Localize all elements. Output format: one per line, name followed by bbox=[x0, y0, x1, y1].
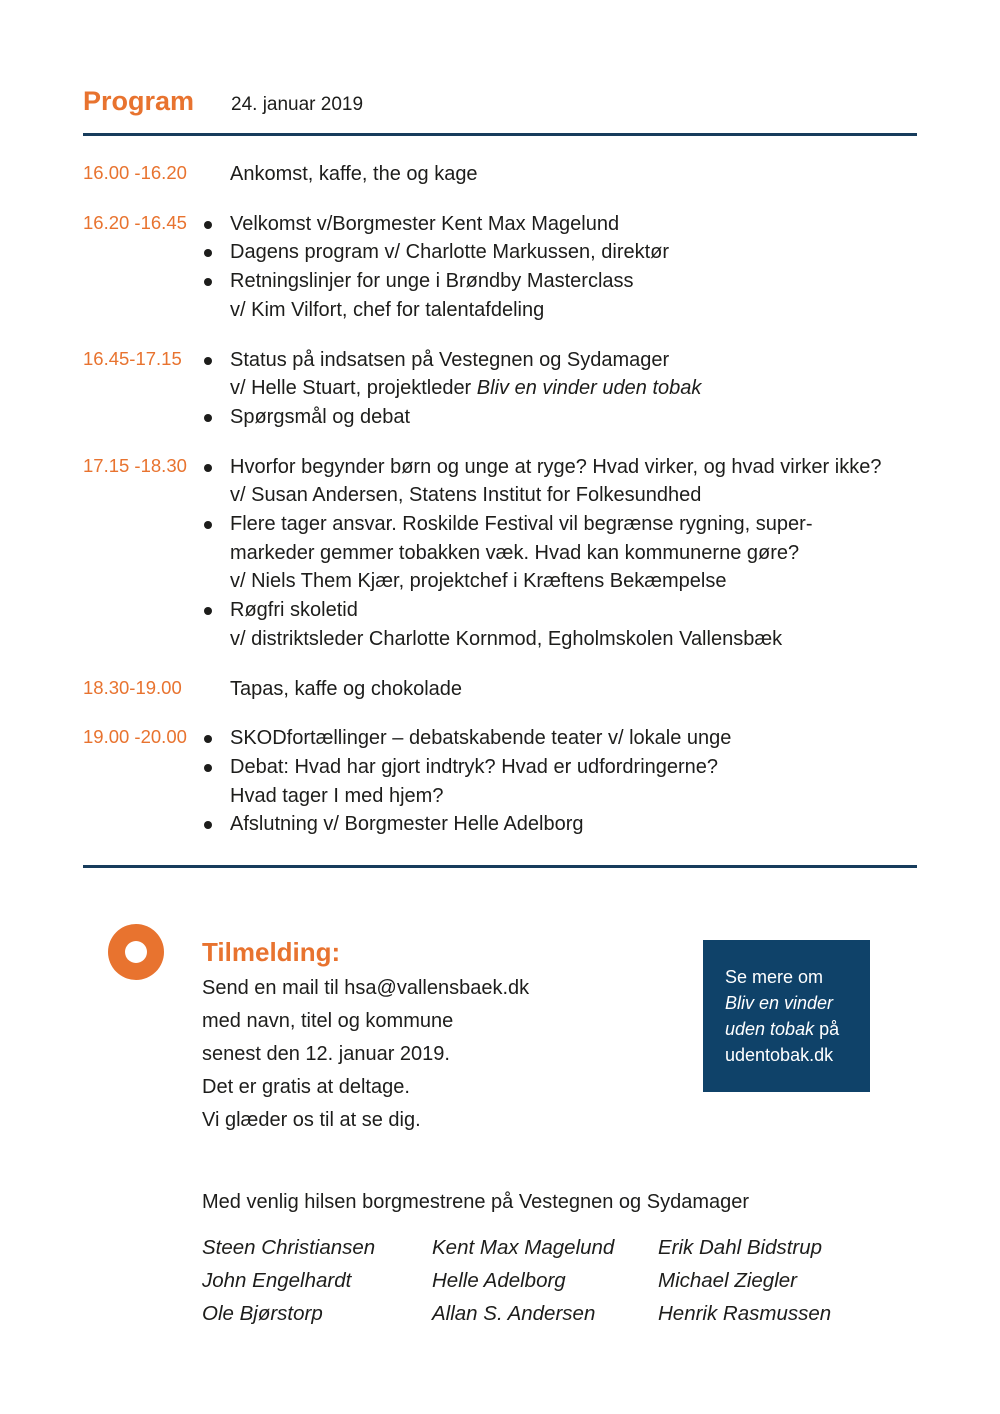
top-divider bbox=[83, 133, 917, 136]
signup-heading: Tilmelding: bbox=[202, 937, 341, 967]
signup-line: Vi glæder os til at se dig. bbox=[202, 1109, 421, 1131]
signup-line: Det er gratis at deltage. bbox=[202, 1076, 410, 1098]
program-header bbox=[83, 86, 917, 122]
agenda-line: v/ Niels Them Kjær, projektchef i Kræftens Bekæmpelse bbox=[230, 570, 727, 593]
agenda-line: Debat: Hvad har gjort indtryk? Hvad er udfordringerne? bbox=[230, 755, 719, 778]
agenda-item bbox=[230, 403, 943, 432]
bullet-dot-icon bbox=[204, 278, 212, 286]
bullet-dot-icon bbox=[204, 821, 212, 829]
agenda-line: SKODfortællinger – debatskabende teater v/ lokale unge bbox=[230, 727, 732, 750]
bullet-dot-icon bbox=[204, 249, 212, 257]
slot-time: 16.20 -16.45 bbox=[83, 211, 187, 233]
agenda-line: Status på indsatsen på Vestegnen og Sydamager bbox=[230, 348, 670, 371]
bullet-dot-icon bbox=[204, 764, 212, 772]
agenda-item bbox=[230, 810, 943, 839]
mayor-name: Helle Adelborg bbox=[432, 1269, 566, 1292]
agenda-line: Retningslinjer for unge i Brøndby Masterclass bbox=[230, 270, 634, 293]
schedule-slot bbox=[83, 160, 943, 189]
slot-text: Tapas, kaffe og chokolade bbox=[230, 677, 463, 700]
orange-ring-icon bbox=[108, 924, 164, 980]
mayor-name: Ole Bjørstorp bbox=[202, 1302, 323, 1325]
agenda-item bbox=[230, 724, 943, 753]
bullet-dot-icon bbox=[204, 414, 212, 422]
agenda-line: Spørgsmål og debat bbox=[230, 405, 411, 428]
schedule-slot bbox=[83, 724, 943, 839]
mayor-name: Steen Christiansen bbox=[202, 1236, 376, 1259]
agenda-line: v/ Susan Andersen, Statens Institut for Folkesundhed bbox=[230, 484, 702, 507]
agenda-item bbox=[230, 346, 943, 403]
bullet-dot-icon bbox=[204, 464, 212, 472]
info-box-line bbox=[725, 1016, 839, 1042]
agenda-line: v/ Kim Vilfort, chef for talentafdeling bbox=[230, 298, 545, 321]
agenda-line: Dagens program v/ Charlotte Markussen, direktør bbox=[230, 241, 670, 264]
schedule-slot bbox=[83, 210, 943, 325]
info-box-line: Bliv en vinder bbox=[725, 993, 834, 1013]
info-box-link[interactable]: udentobak.dk bbox=[725, 1045, 834, 1065]
agenda-line: v/ distriktsleder Charlotte Kornmod, Egholmskolen Vallensbæk bbox=[230, 627, 783, 650]
agenda-speaker: v/ Helle Stuart, projektleder bbox=[230, 377, 477, 400]
info-box-text: på bbox=[814, 1019, 840, 1039]
agenda-item bbox=[230, 753, 943, 810]
mayor-name: Kent Max Magelund bbox=[432, 1236, 615, 1259]
bottom-divider bbox=[83, 865, 917, 868]
info-box-line: Se mere om bbox=[725, 967, 824, 987]
agenda-line: Velkomst v/Borgmester Kent Max Magelund bbox=[230, 212, 620, 235]
bullet-dot-icon bbox=[204, 607, 212, 615]
agenda-item bbox=[230, 453, 943, 510]
slot-body bbox=[230, 675, 943, 704]
agenda-item bbox=[230, 510, 943, 596]
slot-body bbox=[230, 724, 943, 839]
slot-time: 17.15 -18.30 bbox=[83, 454, 187, 476]
slot-text: Ankomst, kaffe, the og kage bbox=[230, 163, 478, 185]
slot-time: 19.00 -20.00 bbox=[83, 726, 187, 748]
slot-time: 16.00 -16.20 bbox=[83, 162, 187, 183]
bullet-dot-icon bbox=[204, 521, 212, 529]
campaign-name: Bliv en vinder uden tobak bbox=[476, 377, 702, 400]
agenda-line: Flere tager ansvar. Roskilde Festival vil begrænse rygning, super- bbox=[230, 513, 813, 536]
slot-body bbox=[230, 346, 943, 432]
agenda-item bbox=[230, 238, 943, 267]
slot-body bbox=[230, 210, 943, 325]
slot-body bbox=[230, 160, 943, 189]
schedule-slot bbox=[83, 346, 943, 432]
mayor-name: Henrik Rasmussen bbox=[658, 1302, 832, 1325]
agenda-line: Røgfri skoletid bbox=[230, 599, 358, 622]
agenda-item bbox=[230, 596, 943, 653]
program-schedule bbox=[83, 160, 943, 860]
info-box-italic: uden tobak bbox=[725, 1019, 815, 1039]
event-date: 24. januar 2019 bbox=[231, 94, 364, 115]
info-box bbox=[703, 940, 870, 1092]
bullet-dot-icon bbox=[204, 357, 212, 365]
agenda-item bbox=[230, 267, 943, 324]
signup-line: Send en mail til hsa@vallensbaek.dk bbox=[202, 977, 530, 999]
bullet-dot-icon bbox=[204, 735, 212, 743]
agenda-line: Hvorfor begynder børn og unge at ryge? Hvad virker, og hvad virker ikke? bbox=[230, 455, 882, 478]
schedule-slot bbox=[83, 453, 943, 654]
schedule-slot bbox=[83, 675, 943, 704]
signup-section bbox=[202, 935, 682, 1137]
slot-time: 16.45-17.15 bbox=[83, 347, 182, 369]
page-title: Program bbox=[83, 86, 195, 116]
agenda-item bbox=[230, 210, 943, 239]
mayor-name: Erik Dahl Bidstrup bbox=[658, 1236, 823, 1259]
agenda-line: Afslutning v/ Borgmester Helle Adelborg bbox=[230, 813, 584, 836]
slot-body bbox=[230, 453, 943, 654]
signup-line: senest den 12. januar 2019. bbox=[202, 1043, 450, 1065]
mayor-name: Michael Ziegler bbox=[658, 1269, 797, 1292]
bullet-dot-icon bbox=[204, 221, 212, 229]
greeting: Med venlig hilsen borgmestrene på Vestegnen og Sydamager bbox=[202, 1191, 750, 1213]
mayor-name: Allan S. Andersen bbox=[432, 1302, 596, 1325]
slot-time: 18.30-19.00 bbox=[83, 676, 182, 698]
agenda-line: markeder gemmer tobakken væk. Hvad kan kommunerne gøre? bbox=[230, 541, 800, 564]
agenda-line: Hvad tager I med hjem? bbox=[230, 784, 444, 807]
agenda-line bbox=[230, 374, 943, 403]
mayor-name: John Engelhardt bbox=[202, 1269, 352, 1292]
signup-line: med navn, titel og kommune bbox=[202, 1010, 454, 1032]
